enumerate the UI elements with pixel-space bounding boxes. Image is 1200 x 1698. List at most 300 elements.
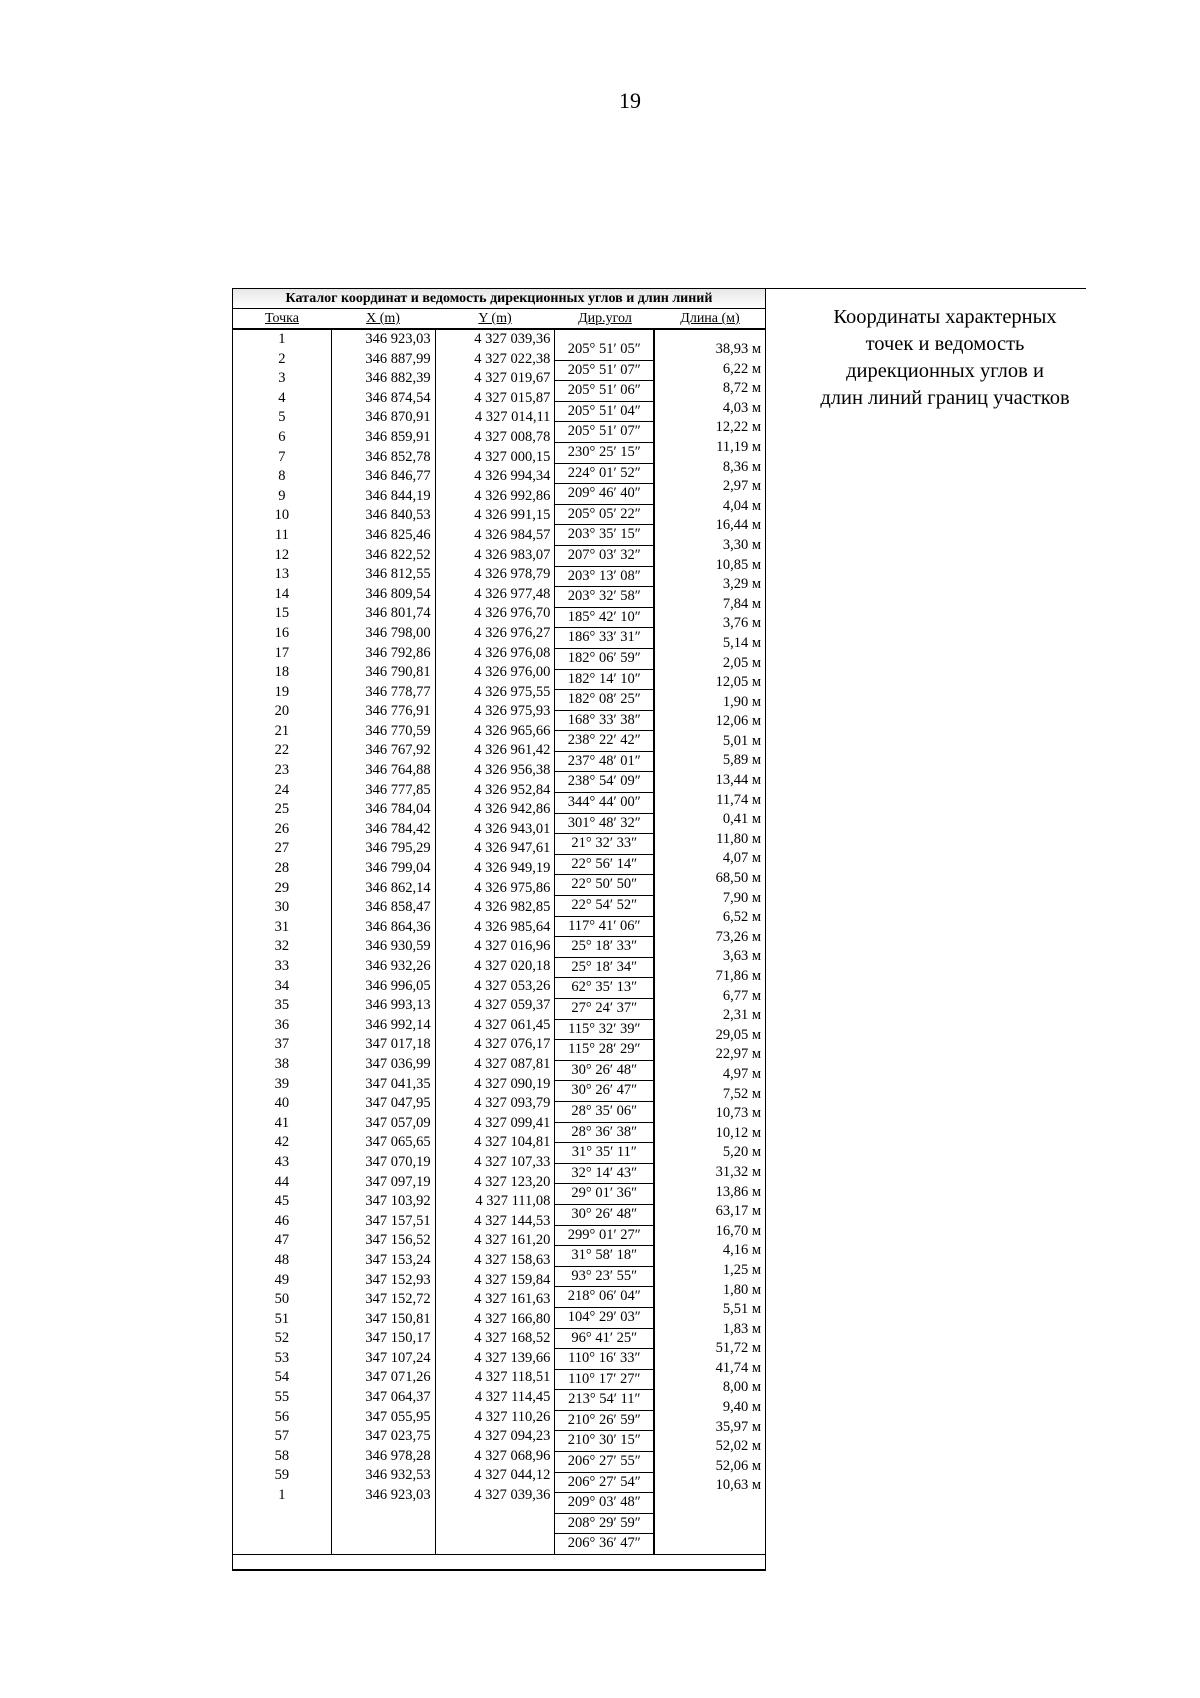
y-coordinate-cell: 4 327 161,20 <box>474 1232 551 1249</box>
x-coordinate-cell: 346 777,85 <box>365 781 431 798</box>
segment-length-cell: 4,97 м <box>722 1065 762 1082</box>
y-coordinate-cell: 4 327 159,84 <box>474 1271 551 1288</box>
y-coordinate-cell: 4 327 044,12 <box>474 1467 551 1484</box>
x-coordinate-cell: 346 993,13 <box>365 997 431 1014</box>
coordinates-table <box>232 288 766 1571</box>
x-coordinate-cell: 347 047,95 <box>365 1095 431 1112</box>
segment-length-cell: 4,16 м <box>722 1242 762 1259</box>
direction-angle-cell: 185° 42′ 10″ <box>555 608 653 629</box>
header-y: Y (m) <box>478 311 512 326</box>
segment-length-cell: 1,90 м <box>722 693 762 710</box>
direction-angle-cell: 30° 26′ 47″ <box>555 1081 653 1102</box>
direction-angle-cell: 205° 51′ 07″ <box>555 361 653 382</box>
direction-angle-cell: 230° 25′ 15″ <box>555 443 653 464</box>
point-number-cell: 58 <box>274 1447 290 1464</box>
y-coordinate-cell: 4 327 144,53 <box>474 1212 551 1229</box>
point-number-cell: 45 <box>274 1193 290 1210</box>
y-coordinate-cell: 4 326 984,57 <box>474 526 551 543</box>
y-coordinate-cell: 4 326 982,85 <box>474 899 551 916</box>
page-number: 19 <box>619 88 641 113</box>
point-number-cell: 47 <box>274 1232 290 1249</box>
caption-line: точек и ведомость <box>865 333 1025 355</box>
segment-length-cell: 5,14 м <box>722 634 762 651</box>
segment-length-cell: 12,05 м <box>715 674 762 691</box>
y-coordinate-cell: 4 327 093,79 <box>474 1095 551 1112</box>
y-coordinate-cell: 4 327 139,66 <box>474 1349 551 1366</box>
x-coordinate-cell: 347 071,26 <box>365 1369 431 1386</box>
direction-angle-cell: 25° 18′ 34″ <box>555 958 653 979</box>
segment-length-cell: 11,74 м <box>716 791 762 808</box>
y-coordinate-cell: 4 326 952,84 <box>474 781 551 798</box>
direction-angle-cell: 29° 01′ 36″ <box>555 1184 653 1205</box>
point-number-cell: 9 <box>278 487 286 504</box>
y-coordinate-cell: 4 327 022,38 <box>474 350 551 367</box>
direction-angle-cell: 301° 48′ 32″ <box>555 814 653 835</box>
x-coordinate-cell: 346 932,26 <box>365 958 431 974</box>
y-coordinate-cell: 4 327 076,17 <box>474 1036 551 1053</box>
y-coordinate-cell: 4 326 985,64 <box>474 918 551 935</box>
y-coordinate-cell: 4 327 039,36 <box>474 1487 551 1504</box>
y-coordinate-cell: 4 327 104,81 <box>474 1134 551 1151</box>
segment-length-cell: 2,31 м <box>722 1007 762 1024</box>
segment-length-cell: 38,93 м <box>715 341 762 357</box>
segment-length-cell: 1,80 м <box>722 1281 762 1298</box>
direction-angle-cell: 224° 01′ 52″ <box>555 464 653 485</box>
segment-length-cell: 3,63 м <box>722 948 762 965</box>
x-coordinate-cell: 346 844,19 <box>365 487 431 504</box>
direction-angle-cell: 209° 03′ 48″ <box>555 1493 653 1514</box>
y-coordinate-cell: 4 326 942,86 <box>474 801 551 818</box>
direction-angle-cell: 31° 35′ 11″ <box>555 1143 653 1164</box>
segment-length-cell: 9,40 м <box>722 1399 762 1416</box>
header-point: Точка <box>265 311 299 326</box>
segment-length-cell: 8,72 м <box>722 380 762 397</box>
segment-length-cell: 4,07 м <box>722 850 762 867</box>
point-number-cell: 35 <box>274 997 290 1014</box>
direction-angle-cell: 182° 08′ 25″ <box>555 690 653 711</box>
direction-angle-cell: 238° 54′ 09″ <box>555 772 653 793</box>
x-coordinate-cell: 346 874,54 <box>365 389 431 406</box>
y-coordinate-cell: 4 327 020,18 <box>474 958 551 974</box>
point-number-cell: 44 <box>274 1173 290 1190</box>
direction-angle-cell: 205° 51′ 07″ <box>555 422 653 443</box>
table-header-row <box>233 309 765 330</box>
segment-length-cell: 2,97 м <box>722 478 762 495</box>
x-coordinate-cell: 347 036,99 <box>365 1055 431 1072</box>
point-number-cell: 15 <box>274 605 290 622</box>
x-coordinate-cell: 346 862,14 <box>365 879 431 896</box>
y-coordinate-cell: 4 326 975,55 <box>474 683 551 700</box>
direction-angle-cell: 209° 46′ 40″ <box>555 484 653 505</box>
point-number-cell: 34 <box>274 977 290 994</box>
x-coordinate-cell: 347 153,24 <box>365 1251 431 1268</box>
x-coordinate-cell: 347 065,65 <box>365 1134 431 1151</box>
point-number-cell: 53 <box>274 1349 290 1366</box>
segment-length-cell: 29,05 м <box>715 1026 762 1043</box>
point-number-cell: 37 <box>274 1036 290 1053</box>
x-coordinate-cell: 347 152,93 <box>365 1271 431 1288</box>
side-caption <box>790 304 1100 412</box>
point-number-cell: 19 <box>274 683 290 700</box>
point-number-cell: 50 <box>274 1291 290 1308</box>
direction-angle-cell: 205° 51′ 04″ <box>555 402 653 423</box>
direction-angle-cell: 238° 22′ 42″ <box>555 731 653 752</box>
y-coordinate-cell: 4 327 000,15 <box>474 448 551 465</box>
x-coordinate-cell: 347 041,35 <box>365 1075 431 1092</box>
direction-angle-cell: 28° 35′ 06″ <box>555 1102 653 1123</box>
point-number-cell: 33 <box>274 958 290 974</box>
x-coordinate-cell: 347 152,72 <box>365 1291 431 1308</box>
direction-angle-cell: 203° 35′ 15″ <box>555 525 653 546</box>
segment-length-cell: 11,19 м <box>716 438 762 455</box>
point-number-cell: 24 <box>274 781 290 798</box>
y-coordinate-cell: 4 326 976,70 <box>474 605 551 622</box>
y-coordinate-cell: 4 326 943,01 <box>474 820 551 837</box>
segment-length-cell: 0,41 м <box>722 811 762 828</box>
segment-length-cell: 7,84 м <box>722 595 762 612</box>
caption-line: дирекционных углов и <box>846 360 1044 382</box>
point-number-cell: 6 <box>278 428 286 445</box>
x-coordinate-cell: 346 770,59 <box>365 722 431 739</box>
segment-length-cell: 12,22 м <box>715 419 762 436</box>
x-coordinate-cell: 346 852,78 <box>365 448 431 465</box>
segment-length-cell: 6,22 м <box>722 360 762 377</box>
direction-angle-cell: 28° 36′ 38″ <box>555 1123 653 1144</box>
table-title: Каталог координат и ведомость дирекционных углов и длин линий <box>233 289 765 309</box>
point-number-cell: 54 <box>274 1369 290 1386</box>
direction-angle-cell: 206° 27′ 55″ <box>555 1452 653 1473</box>
point-number-cell: 14 <box>274 585 290 602</box>
point-number-cell: 17 <box>274 644 290 661</box>
y-coordinate-cell: 4 327 019,67 <box>474 370 551 387</box>
segment-length-cell: 13,44 м <box>715 772 762 789</box>
point-number-cell: 48 <box>274 1251 290 1268</box>
x-coordinate-cell: 346 978,28 <box>365 1447 431 1464</box>
segment-length-cell: 7,90 м <box>722 889 762 906</box>
y-coordinate-cell: 4 326 978,79 <box>474 566 551 583</box>
direction-angle-cell: 206° 36′ 47″ <box>567 1535 641 1552</box>
direction-angle-cell: 205° 05′ 22″ <box>555 505 653 526</box>
x-coordinate-cell: 347 150,17 <box>365 1330 431 1347</box>
direction-angle-cell: 203° 13′ 08″ <box>555 567 653 588</box>
point-number-cell: 55 <box>274 1389 290 1406</box>
point-number-cell: 18 <box>274 664 290 681</box>
y-coordinate-cell: 4 327 039,36 <box>474 331 551 347</box>
x-coordinate-cell: 346 798,00 <box>365 624 431 641</box>
point-number-cell: 46 <box>274 1212 290 1229</box>
segment-length-cell: 73,26 м <box>715 928 762 945</box>
point-number-cell: 11 <box>274 526 289 543</box>
segment-length-cell: 3,30 м <box>722 536 762 553</box>
segment-length-cell: 16,70 м <box>715 1222 762 1239</box>
direction-angle-cell: 22° 50′ 50″ <box>555 875 653 896</box>
point-number-cell: 1 <box>278 1487 286 1504</box>
segment-length-cell: 68,50 м <box>715 870 762 887</box>
y-coordinate-cell: 4 327 094,23 <box>474 1428 551 1445</box>
x-coordinate-cell: 346 992,14 <box>365 1016 431 1033</box>
y-coordinate-cell: 4 327 168,52 <box>474 1330 551 1347</box>
point-number-cell: 25 <box>274 801 290 818</box>
direction-angle-cell: 32° 14′ 43″ <box>555 1164 653 1185</box>
x-coordinate-cell: 346 784,42 <box>365 820 431 837</box>
y-coordinate-cell: 4 327 068,96 <box>474 1447 551 1464</box>
point-number-cell: 5 <box>278 409 286 426</box>
segment-length-cell: 51,72 м <box>715 1340 762 1357</box>
x-coordinate-cell: 346 923,03 <box>365 331 431 347</box>
caption-line: Координаты характерных <box>833 306 1057 328</box>
x-coordinate-cell: 346 764,88 <box>365 762 431 779</box>
direction-angle-cell: 31° 58′ 18″ <box>555 1246 653 1267</box>
point-number-cell: 23 <box>274 762 290 779</box>
point-number-cell: 42 <box>274 1134 290 1151</box>
table-body <box>233 330 765 1554</box>
point-number-cell: 12 <box>274 546 290 563</box>
y-coordinate-cell: 4 327 014,11 <box>474 409 551 426</box>
segment-length-cell: 3,76 м <box>722 615 762 632</box>
point-number-cell: 21 <box>274 722 290 739</box>
segment-length-cell: 12,06 м <box>715 713 762 730</box>
segment-length-cell: 3,29 м <box>722 576 762 593</box>
y-coordinate-cell: 4 327 111,08 <box>475 1193 551 1210</box>
point-number-cell: 49 <box>274 1271 290 1288</box>
direction-angle-cell: 168° 33′ 38″ <box>555 711 653 732</box>
y-coordinate-cell: 4 326 976,08 <box>474 644 551 661</box>
segment-length-cell: 8,00 м <box>722 1379 762 1396</box>
x-coordinate-cell: 347 057,09 <box>365 1114 431 1131</box>
point-number-cell: 41 <box>274 1114 290 1131</box>
point-number-cell: 56 <box>274 1408 290 1425</box>
point-number-cell: 3 <box>278 370 286 387</box>
y-coordinate-cell: 4 326 976,00 <box>474 664 551 681</box>
point-number-cell: 27 <box>274 840 290 857</box>
direction-angle-cell: 299° 01′ 27″ <box>555 1226 653 1247</box>
y-coordinate-cell: 4 326 994,34 <box>474 468 551 485</box>
segment-length-cell: 1,83 м <box>722 1320 762 1337</box>
direction-angle-cell: 203° 32′ 58″ <box>555 587 653 608</box>
y-coordinate-cell: 4 326 975,93 <box>474 703 551 720</box>
y-coordinate-cell: 4 327 158,63 <box>474 1251 551 1268</box>
segment-length-cell: 5,20 м <box>722 1144 762 1161</box>
point-number-cell: 26 <box>274 820 290 837</box>
y-coordinate-cell: 4 326 992,86 <box>474 487 551 504</box>
x-coordinate-cell: 346 923,03 <box>365 1487 431 1504</box>
header-rule <box>766 288 1086 289</box>
column-x <box>332 330 436 1554</box>
segment-length-cell: 11,80 м <box>716 830 762 847</box>
y-coordinate-cell: 4 326 983,07 <box>474 546 551 563</box>
y-coordinate-cell: 4 327 161,63 <box>474 1291 551 1308</box>
column-point <box>233 330 332 1554</box>
x-coordinate-cell: 346 822,52 <box>365 546 431 563</box>
segment-length-cell: 4,04 м <box>722 497 762 514</box>
segment-length-cell: 7,52 м <box>722 1085 762 1102</box>
x-coordinate-cell: 346 858,47 <box>365 899 431 916</box>
direction-angle-cell: 115° 32′ 39″ <box>555 1020 653 1041</box>
segment-length-cell: 5,01 м <box>722 732 762 749</box>
x-coordinate-cell: 347 103,92 <box>365 1193 431 1210</box>
segment-length-cell: 52,02 м <box>715 1438 762 1455</box>
segment-length-cell: 8,36 м <box>722 458 762 475</box>
point-number-cell: 1 <box>278 331 286 347</box>
point-number-cell: 43 <box>274 1153 290 1170</box>
column-length <box>655 330 765 1554</box>
y-coordinate-cell: 4 327 015,87 <box>474 389 551 406</box>
segment-length-cell: 5,89 м <box>722 752 762 769</box>
x-coordinate-cell: 346 812,55 <box>365 566 431 583</box>
segment-length-cell: 6,52 м <box>722 909 762 926</box>
direction-angle-cell: 210° 30′ 15″ <box>555 1431 653 1452</box>
point-number-cell: 32 <box>274 938 290 955</box>
segment-length-cell: 5,51 м <box>722 1301 762 1318</box>
x-coordinate-cell: 346 840,53 <box>365 507 431 524</box>
point-number-cell: 36 <box>274 1016 290 1033</box>
x-coordinate-cell: 347 157,51 <box>365 1212 431 1229</box>
x-coordinate-cell: 347 107,24 <box>365 1349 431 1366</box>
y-coordinate-cell: 4 326 977,48 <box>474 585 551 602</box>
y-coordinate-cell: 4 326 976,27 <box>474 624 551 641</box>
direction-angle-cell: 104° 29′ 03″ <box>555 1308 653 1329</box>
direction-angle-cell: 115° 28′ 29″ <box>555 1040 653 1061</box>
y-coordinate-cell: 4 326 956,38 <box>474 762 551 779</box>
segment-length-cell: 10,63 м <box>715 1477 762 1494</box>
x-coordinate-cell: 346 887,99 <box>365 350 431 367</box>
x-coordinate-cell: 346 870,91 <box>365 409 431 426</box>
direction-angle-cell: 344° 44′ 00″ <box>555 793 653 814</box>
y-coordinate-cell: 4 327 099,41 <box>474 1114 551 1131</box>
header-x: X (m) <box>366 311 400 326</box>
x-coordinate-cell: 346 859,91 <box>365 428 431 445</box>
x-coordinate-cell: 346 792,86 <box>365 644 431 661</box>
point-number-cell: 4 <box>278 389 286 406</box>
x-coordinate-cell: 346 784,04 <box>365 801 431 818</box>
point-number-cell: 30 <box>274 899 290 916</box>
direction-angle-cell: 96° 41′ 25″ <box>555 1329 653 1350</box>
segment-length-cell: 63,17 м <box>715 1203 762 1220</box>
column-angle <box>555 330 655 1554</box>
x-coordinate-cell: 347 023,75 <box>365 1428 431 1445</box>
y-coordinate-cell: 4 327 110,26 <box>474 1408 551 1425</box>
point-number-cell: 16 <box>274 624 290 641</box>
header-length: Длина (м) <box>680 311 740 326</box>
point-number-cell: 2 <box>278 350 286 367</box>
direction-angle-cell: 182° 14′ 10″ <box>555 670 653 691</box>
point-number-cell: 10 <box>274 507 290 524</box>
segment-length-cell: 31,32 м <box>715 1163 762 1180</box>
direction-angle-cell: 207° 03′ 32″ <box>555 546 653 567</box>
y-coordinate-cell: 4 327 114,45 <box>474 1389 551 1406</box>
direction-angle-cell: 62° 35′ 13″ <box>555 978 653 999</box>
direction-angle-cell: 22° 54′ 52″ <box>555 896 653 917</box>
y-coordinate-cell: 4 327 016,96 <box>474 938 551 955</box>
x-coordinate-cell: 346 930,59 <box>365 938 431 955</box>
segment-length-cell: 13,86 м <box>715 1183 762 1200</box>
point-number-cell: 38 <box>274 1055 290 1072</box>
direction-angle-cell: 237° 48′ 01″ <box>555 752 653 773</box>
y-coordinate-cell: 4 327 166,80 <box>474 1310 551 1327</box>
x-coordinate-cell: 347 017,18 <box>365 1036 431 1053</box>
x-coordinate-cell: 346 864,36 <box>365 918 431 935</box>
y-coordinate-cell: 4 327 123,20 <box>474 1173 551 1190</box>
x-coordinate-cell: 346 776,91 <box>365 703 431 720</box>
segment-length-cell: 4,03 м <box>722 399 762 416</box>
x-coordinate-cell: 347 055,95 <box>365 1408 431 1425</box>
x-coordinate-cell: 347 150,81 <box>365 1310 431 1327</box>
x-coordinate-cell: 346 882,39 <box>365 370 431 387</box>
direction-angle-cell: 213° 54′ 11″ <box>555 1390 653 1411</box>
x-coordinate-cell: 346 932,53 <box>365 1467 431 1484</box>
direction-angle-cell: 186° 33′ 31″ <box>555 628 653 649</box>
point-number-cell: 51 <box>274 1310 290 1327</box>
y-coordinate-cell: 4 327 107,33 <box>474 1153 551 1170</box>
point-number-cell: 28 <box>274 860 290 877</box>
direction-angle-cell: 117° 41′ 06″ <box>555 917 653 938</box>
x-coordinate-cell: 346 790,81 <box>365 664 431 681</box>
y-coordinate-cell: 4 326 965,66 <box>474 722 551 739</box>
direction-angle-cell: 218° 06′ 04″ <box>555 1287 653 1308</box>
point-number-cell: 59 <box>274 1467 290 1484</box>
table-footer-gap <box>233 1554 765 1569</box>
y-coordinate-cell: 4 326 975,86 <box>474 879 551 896</box>
y-coordinate-cell: 4 326 961,42 <box>474 742 551 759</box>
point-number-cell: 7 <box>278 448 286 465</box>
x-coordinate-cell: 347 064,37 <box>365 1389 431 1406</box>
segment-length-cell: 22,97 м <box>715 1046 762 1063</box>
direction-angle-cell: 206° 27′ 54″ <box>555 1473 653 1494</box>
direction-angle-cell: 208° 29′ 59″ <box>555 1514 653 1535</box>
segment-length-cell: 71,86 м <box>715 968 762 984</box>
y-coordinate-cell: 4 326 947,61 <box>474 840 551 857</box>
direction-angle-cell: 205° 51′ 06″ <box>555 381 653 402</box>
segment-length-cell: 10,85 м <box>715 556 762 573</box>
x-coordinate-cell: 346 799,04 <box>365 860 431 877</box>
point-number-cell: 29 <box>274 879 290 896</box>
y-coordinate-cell: 4 327 053,26 <box>474 977 551 994</box>
x-coordinate-cell: 347 156,52 <box>365 1232 431 1249</box>
point-number-cell: 57 <box>274 1428 290 1445</box>
direction-angle-cell: 182° 06′ 59″ <box>555 649 653 670</box>
x-coordinate-cell: 346 767,92 <box>365 742 431 759</box>
y-coordinate-cell: 4 326 991,15 <box>474 507 551 524</box>
direction-angle-cell: 22° 56′ 14″ <box>555 855 653 876</box>
point-number-cell: 31 <box>274 918 290 935</box>
x-coordinate-cell: 346 996,05 <box>365 977 431 994</box>
direction-angle-cell: 110° 16′ 33″ <box>555 1349 653 1370</box>
direction-angle-cell: 93° 23′ 55″ <box>555 1267 653 1288</box>
point-number-cell: 52 <box>274 1330 290 1347</box>
caption-line: длин линий границ участков <box>820 387 1070 409</box>
direction-angle-cell: 110° 17′ 27″ <box>555 1370 653 1391</box>
segment-length-cell: 41,74 м <box>715 1359 762 1376</box>
x-coordinate-cell: 346 795,29 <box>365 840 431 857</box>
x-coordinate-cell: 347 097,19 <box>365 1173 431 1190</box>
y-coordinate-cell: 4 327 059,37 <box>474 997 551 1014</box>
point-number-cell: 20 <box>274 703 290 720</box>
direction-angle-cell: 25° 18′ 33″ <box>555 937 653 958</box>
segment-length-cell: 1,25 м <box>722 1261 762 1278</box>
segment-length-cell: 35,97 м <box>715 1418 762 1435</box>
point-number-cell: 8 <box>278 468 286 485</box>
direction-angle-cell: 27° 24′ 37″ <box>555 999 653 1020</box>
direction-angle-cell: 30° 26′ 48″ <box>555 1205 653 1226</box>
point-number-cell: 13 <box>274 566 290 583</box>
point-number-cell: 39 <box>274 1075 290 1092</box>
segment-length-cell: 2,05 м <box>722 654 762 671</box>
segment-length-cell: 6,77 м <box>722 987 762 1004</box>
x-coordinate-cell: 347 070,19 <box>365 1153 431 1170</box>
y-coordinate-cell: 4 327 090,19 <box>474 1075 551 1092</box>
y-coordinate-cell: 4 326 949,19 <box>474 860 551 877</box>
segment-length-cell: 16,44 м <box>715 517 762 534</box>
